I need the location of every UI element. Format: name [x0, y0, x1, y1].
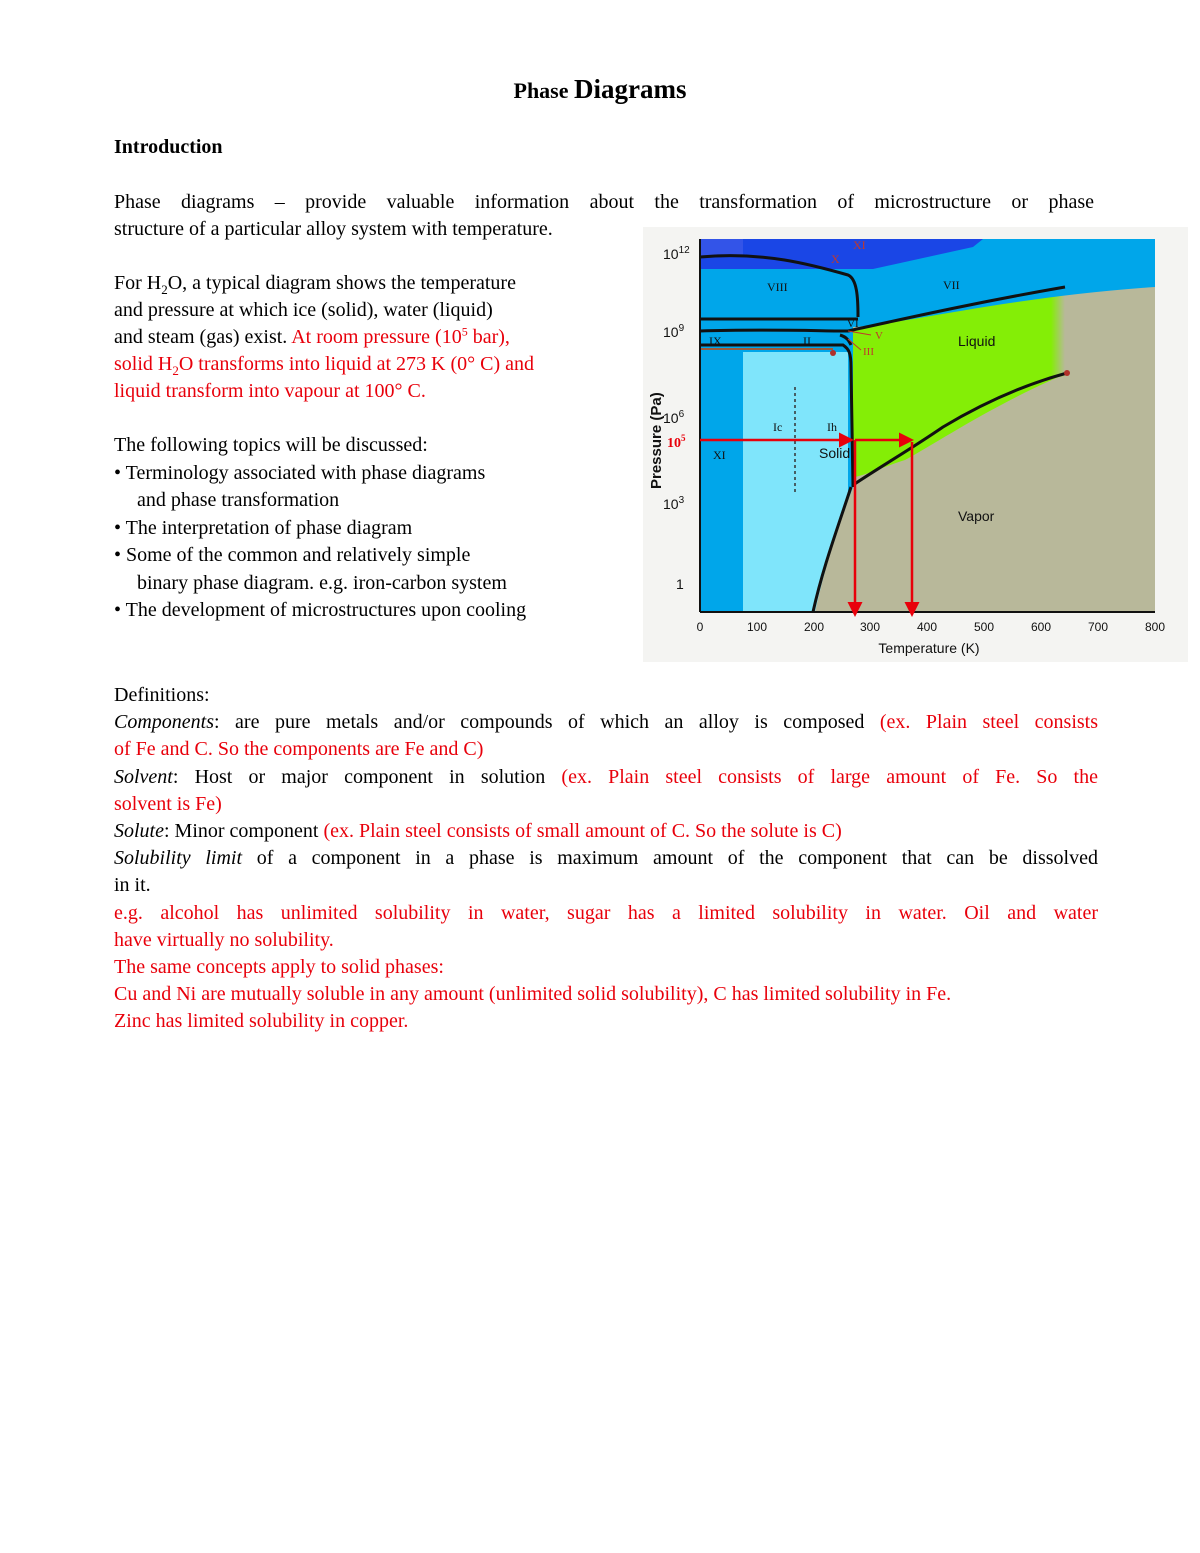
definition-solvent: Solvent: Host or major component in solution (ex. Plain steel consists of large amount of Fe. So the solvent is Fe): [114, 765, 1098, 815]
y-tick-label: 1: [676, 576, 684, 592]
x-tick-label: 300: [859, 620, 881, 634]
x-axis-ticks: [697, 620, 1166, 634]
intro-paragraph: Phase diagrams – provide valuable information about the transformation of microstructure or phase structure of a particular alloy system with temperature.: [114, 191, 1094, 240]
x-axis-label: Temperature (K): [878, 640, 980, 656]
list-item: • The interpretation of phase diagram: [114, 516, 413, 539]
y-axis-label: Pressure (Pa): [648, 392, 665, 489]
example-line: The same concepts apply to solid phases:: [114, 956, 444, 979]
example-line: Zinc has limited solubility in copper.: [114, 1010, 409, 1033]
phase-label: Ic: [773, 420, 783, 434]
phase-label: V: [875, 330, 883, 342]
x-tick-label: 100: [746, 620, 768, 634]
region-label-vapor: Vapor: [958, 508, 995, 524]
list-item-continuation: and phase transformation: [137, 489, 340, 511]
example-line: Cu and Ni are mutually soluble in any amount (unlimited solid solubility), C has limited solubility in Fe.: [114, 983, 952, 1006]
y-tick-label: $10^9$: [663, 323, 685, 340]
phase-label: II: [803, 334, 811, 348]
phase-label: XI: [713, 448, 726, 462]
y-tick-label: $10^6$: [663, 409, 685, 426]
phase-label: VI: [847, 318, 859, 330]
x-tick-label: 700: [1087, 620, 1109, 634]
definition-solubility-limit: Solubility limit of a component in a phase is maximum amount of the component that can be dissolved in it.: [114, 847, 1098, 897]
list-item: • The development of microstructures upon cooling: [114, 599, 527, 621]
phase-label: VIII: [767, 280, 788, 294]
h2o-paragraph: For $H_2O$, a typical diagram shows the temperature and pressure at which ice (solid), water (liquid) and steam (gas) exist. At room pressure ($10^5$ bar), solid $H_2O$ transforms into liquid at 273 K (0° C) and liquid transform into vapour at 100° C.: [114, 272, 535, 402]
annotation-room-pressure: $10^5$: [667, 433, 686, 451]
phase-label: VII: [943, 278, 960, 292]
phase-label: III: [863, 346, 874, 358]
definition-solute: Solute: Minor component (ex. Plain steel consists of small amount of C. So the solute is C): [114, 820, 842, 843]
definition-components: Components: are pure metals and/or compounds of which an alloy is composed (ex. Plain steel consists of Fe and C. So the components are Fe and C): [114, 711, 1098, 761]
region-label-liquid: Liquid: [958, 333, 996, 349]
phase-label: X: [831, 252, 840, 266]
list-item: • Some of the common and relatively simple: [114, 544, 471, 566]
y-tick-label: $10^{12}$: [663, 245, 690, 262]
list-item: • Terminology associated with phase diagrams: [114, 461, 486, 484]
plot-area: [667, 238, 1155, 614]
phase-label: Ih: [827, 420, 837, 434]
y-tick-label: $10^3$: [663, 495, 685, 512]
phase-label: XI: [853, 238, 866, 252]
x-tick-label: 800: [1144, 620, 1166, 634]
x-tick-label: 0: [696, 620, 704, 634]
example-paragraph: e.g. alcohol has unlimited solubility in water, sugar has a limited solubility in water. Oil and water have virtually no solubility.: [114, 901, 1098, 951]
definitions-lead: Definitions:: [114, 684, 210, 706]
section-heading-introduction: Introduction: [114, 136, 223, 158]
page-title: Phase Diagrams: [513, 74, 687, 104]
topics-list: [114, 432, 634, 625]
phase-label: IX: [709, 334, 722, 348]
water-phase-diagram: [643, 227, 1188, 662]
definitions-section: [114, 682, 1098, 1036]
x-tick-label: 600: [1030, 620, 1052, 634]
x-tick-label: 500: [973, 620, 995, 634]
x-tick-label: 200: [803, 620, 825, 634]
topics-lead: The following topics will be discussed:: [114, 434, 428, 456]
x-tick-label: 400: [916, 620, 938, 634]
region-label-solid: Solid: [819, 445, 851, 461]
list-item-continuation: binary phase diagram. e.g. iron-carbon system: [137, 571, 507, 594]
